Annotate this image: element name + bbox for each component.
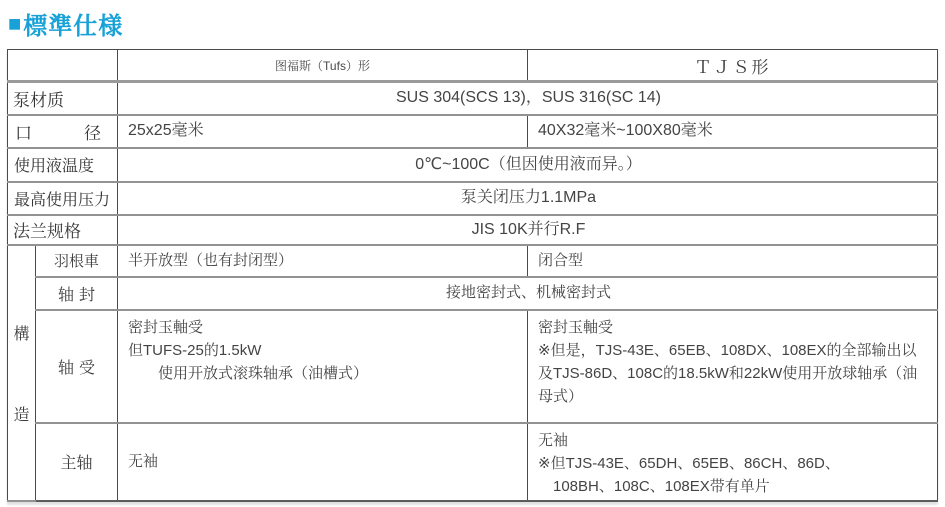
- main-shaft-tjs-line: 无袖: [538, 431, 569, 449]
- impeller-label: 羽根車: [36, 245, 118, 277]
- shaft-seal-label-text: 轴封: [57, 286, 100, 304]
- bearing-tufs-line: 密封玉軸受: [128, 318, 204, 336]
- row-pump-material: [8, 82, 938, 115]
- row-main-shaft: [8, 423, 938, 501]
- max-pressure-label: 最高使用压力: [8, 182, 118, 215]
- header-tufs: 图福斯（Tufs）形: [118, 50, 528, 82]
- title-square-icon: ■: [8, 10, 23, 36]
- bearing-tufs-line: 但TUFS-25的1.5kW: [128, 341, 262, 359]
- diameter-label: [8, 115, 118, 148]
- flange-value: JIS 10K并行R.F: [118, 215, 938, 245]
- bearing-label: [36, 310, 118, 423]
- bearing-tjs-value: [528, 310, 938, 423]
- row-impeller: [8, 245, 938, 277]
- bearing-label-text: 轴受: [57, 359, 100, 377]
- row-max-pressure: [8, 182, 938, 215]
- bearing-tjs-line: 密封玉軸受: [538, 318, 614, 336]
- diameter-tufs-value: 25x25毫米: [118, 115, 528, 148]
- liquid-temp-value: 0℃~100C（但因使用液而异。）: [118, 148, 938, 182]
- main-shaft-tjs-line: ※但TJS-43E、65DH、65EB、86CH、86D、: [538, 454, 840, 472]
- page-title: [8, 6, 945, 41]
- main-shaft-tjs-line: 108BH、108C、108EX带有单片: [538, 477, 770, 495]
- liquid-temp-label: 使用液温度: [8, 148, 118, 182]
- main-shaft-label: 主轴: [36, 423, 118, 501]
- row-bearing: [8, 310, 938, 423]
- row-shaft-seal: [8, 277, 938, 310]
- main-shaft-tjs-value: [528, 423, 938, 501]
- structure-label-char1: 構: [13, 325, 30, 343]
- impeller-tufs-value: 半开放型（也有封闭型）: [118, 245, 528, 277]
- spec-table: [7, 49, 938, 502]
- max-pressure-value: 泵关闭压力1.1MPa: [118, 182, 938, 215]
- header-row: [8, 50, 938, 82]
- bearing-tufs-value: [118, 310, 528, 423]
- pump-material-value: SUS 304(SCS 13)，SUS 316(SC 14): [118, 82, 938, 115]
- shaft-seal-label: [36, 277, 118, 310]
- row-flange: [8, 215, 938, 245]
- header-tjs: ＴＪＳ形: [528, 50, 938, 82]
- impeller-tjs-value: 闭合型: [528, 245, 938, 277]
- row-liquid-temp: [8, 148, 938, 182]
- bearing-tufs-line: 使用开放式滚珠轴承（油槽式）: [128, 364, 369, 382]
- flange-label: 法兰规格: [8, 215, 118, 245]
- diameter-label-char1: 口: [15, 123, 32, 143]
- pump-material-label: 泵材质: [8, 82, 118, 115]
- bearing-tjs-line: ※但是，TJS-43E、65EB、108DX、108EX的全部输出以及TJS-86D、108C的18.5kW和22kW使用开放球轴承（油母式）: [538, 341, 918, 405]
- page-title-text: 標準仕様: [23, 13, 124, 40]
- row-diameter: [8, 115, 938, 148]
- structure-label-char2: 造: [13, 406, 30, 424]
- diameter-tjs-value: 40X32毫米~100X80毫米: [528, 115, 938, 148]
- diameter-label-char2: 径: [84, 123, 101, 143]
- main-shaft-tufs-value: 无袖: [118, 423, 528, 501]
- header-empty-cell: [8, 50, 118, 82]
- structure-label-cell: [8, 245, 36, 501]
- shaft-seal-value: 接地密封式、机械密封式: [118, 277, 938, 310]
